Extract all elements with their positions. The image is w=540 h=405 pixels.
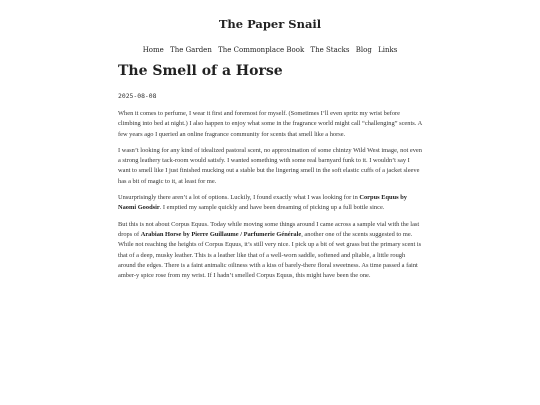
post-article (118, 62, 423, 287)
paragraph-text: But this is not about Corpus Equus. Today while moving some things around I came across a sample vial with the last drops of (118, 220, 420, 238)
nav-commonplace-book-link[interactable]: The Commonplace Book (218, 46, 305, 54)
post-paragraph-4 (118, 220, 423, 282)
paragraph-text: . I emptied my sample quickly and have been dreaming of picking up a full bottle since. (159, 204, 385, 212)
perfume-name-arabian-horse: Arabian Horse by Pierre Guillaume / Parfumerie Générale (140, 230, 302, 238)
post-title: The Smell of a Horse (118, 63, 283, 79)
nav-links-link[interactable]: Links (378, 46, 398, 54)
nav-stacks-link[interactable]: The Stacks (310, 46, 350, 54)
nav-blog-link[interactable]: Blog (355, 46, 372, 54)
perfume-name-corpus-equus: Corpus Equus by Naomi Goodsir (118, 194, 407, 212)
nav-home-link[interactable]: Home (142, 46, 164, 54)
paragraph-text: Unsurprisingly there aren’t a lot of options. Luckily, I found exactly what I was looking for in (118, 194, 360, 202)
post-date: 2025-08-08 (118, 92, 157, 100)
post-paragraph-2: I wasn’t looking for any kind of idealized pastoral scent, no approximation of some chintzy Wild West image, not even a strong leathery tack-room would satisfy. I wanted something with some real barnyard funk to it. I wouldn’t say I want to smell like I just finished mucking out a stable but the lingering smell in the soft elastic cuffs of a jacket sleeve has a bit of magic to it, at least for me. (118, 146, 422, 185)
paragraph-text: , another one of the scents suggested to me. While not reaching the heights of Corpus Equus, it’s still very nice. I pick up a bit of wet grass but the primary scent is that of a deep, musky leather. This is a leather like that of a well-worn saddle, softened and pliable, a little rough around the edges. There is a faint animalic oiliness with a kiss of barely-there floral sweetness. As time passed a faint amber-y spice rose from my wrist. If I hadn’t smelled Corpus Equus, this might have been the one. (118, 230, 422, 280)
site-title[interactable]: The Paper Snail (218, 17, 322, 31)
post-body (118, 109, 423, 281)
site-header (0, 0, 540, 55)
nav-garden-link[interactable]: The Garden (170, 46, 212, 54)
post-paragraph-1: When it comes to perfume, I wear it first and foremost for myself. (Sometimes I’ll even spritz my wrist before climbing into bed at night.) I also happen to enjoy what some in the fragrance world might call “challenging” scents. A few years ago I queried an online fragrance community for scents that smell like a horse. (118, 110, 422, 138)
site-nav (0, 45, 540, 55)
post-paragraph-3 (118, 193, 423, 214)
